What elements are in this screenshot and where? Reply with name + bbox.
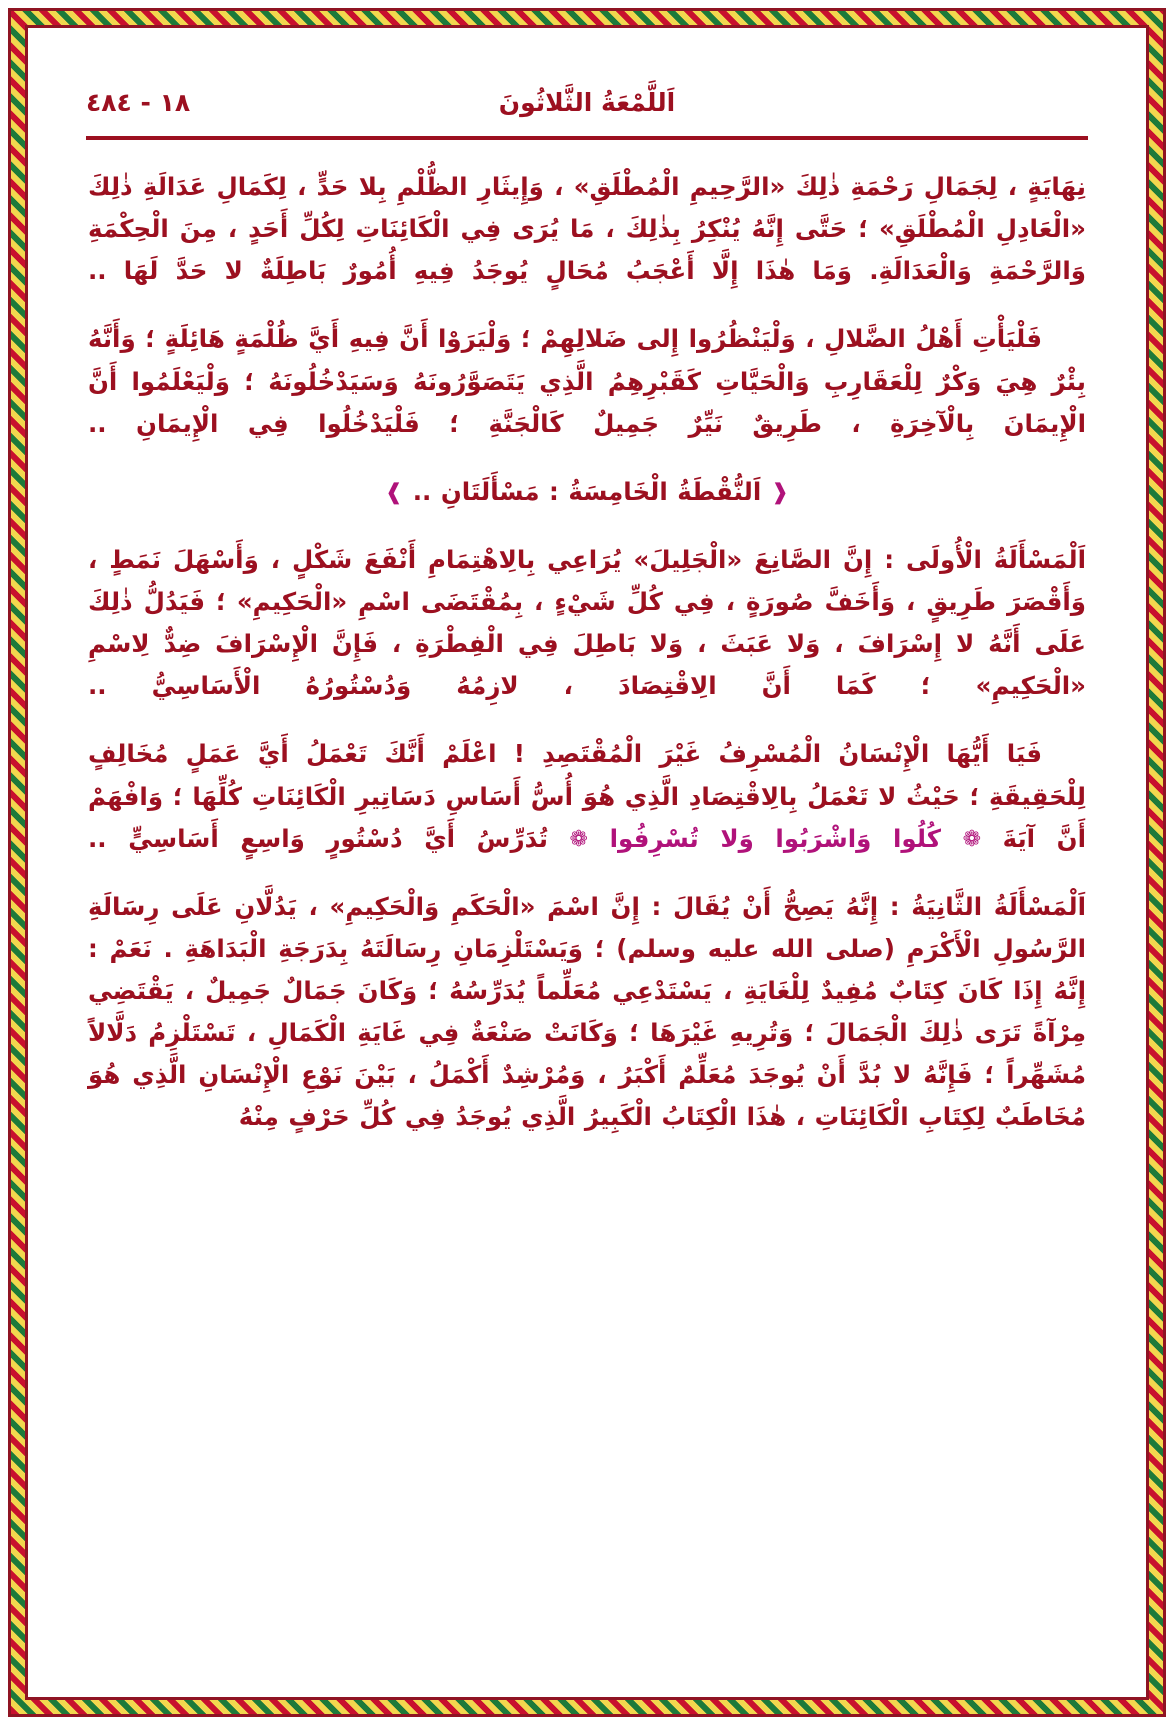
page-content — [64, 62, 1110, 1663]
paragraph-4-text-before: فَيَا أَيُّهَا الْإِنْسَانُ الْمُسْرِفُ غَيْرَ الْمُقْتَصِدِ ! اعْلَمْ أَنَّكَ تَعْمَلُ أَيَّ عَمَلٍ مُخَالِفٍ لِلْحَقِيقَةِ ؛ حَيْثُ لا تَعْمَلُ بِالِاقْتِصَادِ الَّذِي هُوَ أُسُّ أَسَاسِ دَسَاتِيرِ الْكَائِنَاتِ كُلِّهَا ؛ وَافْهَمْ أَنَّ آيَةَ — [88, 739, 1086, 853]
page-header — [86, 88, 1088, 144]
paragraph-4-text-after: تُدَرِّسُ أَيَّ دُسْتُورٍ وَاسِعٍ أَسَاسِيٍّ .. — [88, 823, 548, 853]
paragraph-4 — [88, 733, 1086, 859]
section-heading-fifth-point — [88, 471, 1086, 513]
page-number: ١٨ - ٤٨٤ — [86, 88, 191, 117]
quran-ornament-open-icon: ❁ — [962, 826, 982, 852]
paragraph-2: فَلْيَأْتِ أَهْلُ الضَّلالِ ، وَلْيَنْظُرُوا إِلى ضَلالِهِمْ ؛ وَلْيَرَوْا أَنَّ فِيهِ أَيَّ ظُلْمَةٍ هَائِلَةٍ ؛ وَأَنَّهُ بِئْرٌ هِيَ وَكْرٌ لِلْعَقَارِبِ وَالْحَيَّاتِ كَقَبْرِهِمُ الَّذِي يَتَصَوَّرُونَهُ وَسَيَدْخُلُونَهُ ؛ وَلْيَعْلَمُوا أَنَّ الْإِيمَانَ بِالْآخِرَةِ ، طَرِيقٌ نَيِّرٌ جَمِيلٌ كَالْجَنَّةِ ؛ فَلْيَدْخُلُوا فِي الْإِيمَانِ .. — [88, 324, 1086, 438]
ornament-left-icon: ❰ — [770, 479, 790, 505]
paragraph-5: اَلْمَسْأَلَةُ الثَّانِيَةُ : إِنَّهُ يَصِحُّ أَنْ يُقَالَ : إِنَّ اسْمَ «الْحَكَمِ وَالْحَكِيمِ» ، يَدُلَّانِ عَلَى رِسَالَةِ الرَّسُولِ الْأَكْرَمِ (صلى الله عليه وسلم) ؛ وَيَسْتَلْزِمَانِ رِسَالَتَهُ بِدَرَجَةِ الْبَدَاهَةِ . نَعَمْ : إِنَّهُ إِذَا كَانَ كِتَابٌ مُفِيدٌ لِلْغَايَةِ ، يَسْتَدْعِي مُعَلِّماً يُدَرِّسُهُ ؛ وَكَانَ جَمَالٌ جَمِيلٌ ، يَقْتَضِي مِرْآةً تَرَى ذٰلِكَ الْجَمَالَ ؛ وَتُرِيهِ غَيْرَهَا ؛ وَكَانَتْ صَنْعَةٌ فِي غَايَةِ الْكَمَالِ ، تَسْتَلْزِمُ دَلَّالاً مُشَهِّراً ؛ فَإِنَّهُ لا بُدَّ أَنْ يُوجَدَ مُعَلِّمٌ أَكْبَرُ ، وَمُرْشِدٌ أَكْمَلُ ، بَيْنَ نَوْعِ الْإِنْسَانِ الَّذِي هُوَ مُخَاطَبٌ لِكِتَابِ الْكَائِنَاتِ ، هٰذَا الْكِتَابُ الْكَبِيرُ الَّذِي يُوجَدُ فِي كُلِّ حَرْفٍ مِنْهُ — [88, 891, 1086, 1132]
body-text — [88, 166, 1086, 1139]
decorative-border-inner — [25, 25, 1149, 1700]
paragraph-3: اَلْمَسْأَلَةُ الْأُولَى : إِنَّ الصَّانِعَ «الْجَلِيلَ» يُرَاعِي بِالِاهْتِمَامِ أَنْفَعَ شَكْلٍ ، وَأَسْهَلَ نَمَطٍ ، وَأَقْصَرَ طَرِيقٍ ، وَأَخَفَّ صُورَةٍ ، فِي كُلِّ شَيْءٍ ، بِمُقْتَضَى اسْمِ «الْحَكِيمِ» ؛ فَيَدُلُّ ذٰلِكَ عَلَى أَنَّهُ لا إِسْرَافَ ، وَلا عَبَثَ ، وَلا بَاطِلَ فِي الْفِطْرَةِ ، فَإِنَّ الْإِسْرَافَ ضِدٌّ لِاسْمِ «الْحَكِيمِ» ؛ كَمَا أَنَّ الِاقْتِصَادَ ، لازِمُهُ وَدُسْتُورُهُ الْأَسَاسِيُّ .. — [88, 544, 1086, 701]
quran-ornament-close-icon: ❁ — [569, 826, 588, 852]
header-divider — [86, 136, 1088, 140]
page-title: اَللَّمْعَةُ الثَّلاثُونَ — [498, 88, 676, 117]
paragraph-1: نِهَايَةٍ ، لِجَمَالِ رَحْمَةِ ذٰلِكَ «الرَّحِيمِ الْمُطْلَقِ» ، وَإِيثَارِ الظُّلْمِ بِلا حَدٍّ ، لِكَمَالِ عَدَالَةِ ذٰلِكَ «الْعَادِلِ الْمُطْلَقِ» ؛ حَتَّى إِنَّهُ يُنْكِرُ بِذٰلِكَ ، مَا يُرَى فِي الْكَائِنَاتِ لِكُلِّ أَحَدٍ ، مِنَ الْحِكْمَةِ وَالرَّحْمَةِ وَالْعَدَالَةِ. وَمَا هٰذَا إِلَّا أَعْجَبُ مُحَالٍ يُوجَدُ فِيهِ أُمُورٌ بَاطِلَةٌ لا حَدَّ لَهَا .. — [88, 172, 1086, 286]
decorative-border-outer — [8, 8, 1166, 1717]
quran-verse: كُلُوا وَاشْرَبُوا وَلا تُسْرِفُوا — [609, 823, 941, 853]
section-heading-text: اَلنُّقْطَةُ الْخَامِسَةُ : مَسْأَلَتَانِ .. — [412, 476, 762, 506]
ornament-right-icon: ❱ — [384, 479, 404, 505]
